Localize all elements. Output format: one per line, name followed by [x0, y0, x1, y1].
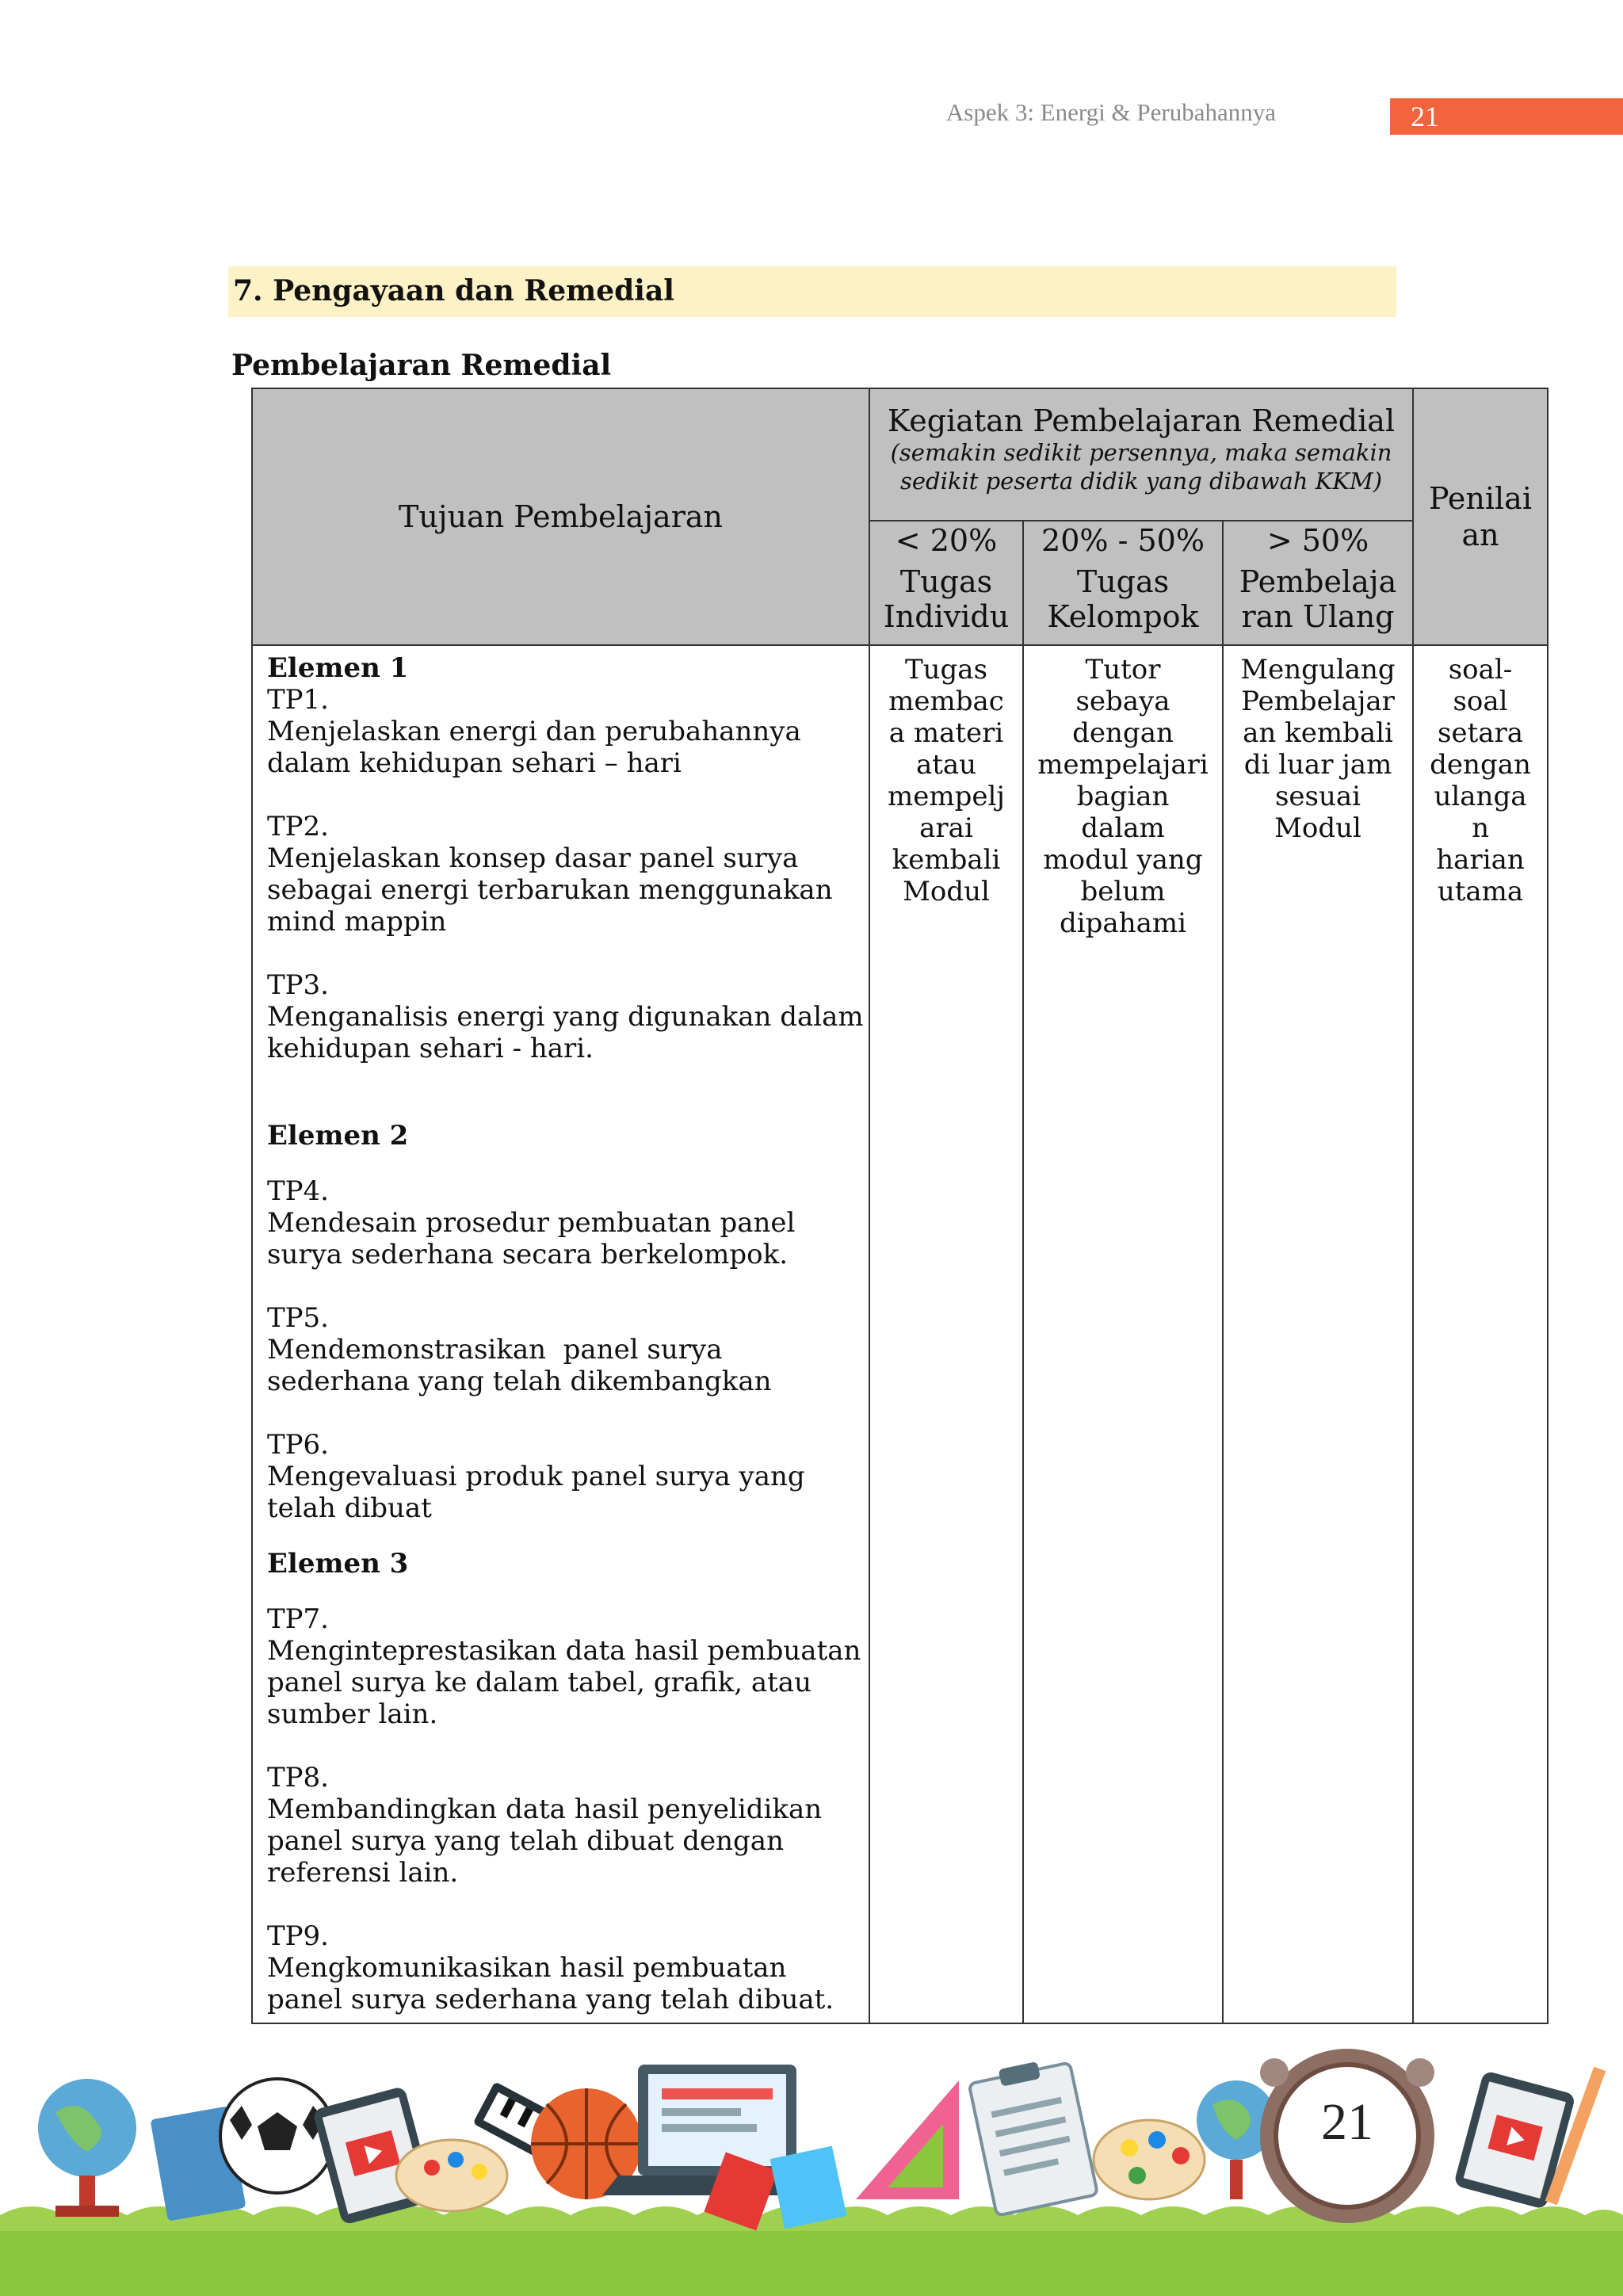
page-number-bottom: 21 — [1321, 2093, 1373, 2151]
individu-line: kembali — [892, 844, 1001, 876]
ulang-line: sesuai — [1274, 781, 1361, 812]
tp4-code: TP4. — [267, 1175, 329, 1207]
ulang-line: di luar jam — [1243, 749, 1392, 781]
individu-line: Tugas — [904, 654, 988, 686]
tp3-code: TP3. — [267, 969, 329, 1001]
ulang-line: Modul — [1274, 812, 1361, 844]
page-number-tab — [1390, 98, 1623, 135]
header-individu-label-2: Individu — [883, 599, 1010, 634]
page-number-top: 21 — [1411, 101, 1439, 132]
tp6-code: TP6. — [267, 1429, 329, 1461]
tp9-line-1: Mengkomunikasikan hasil pembuatan — [267, 1952, 787, 1984]
tp9-code: TP9. — [267, 1920, 329, 1952]
kelompok-cell — [1023, 645, 1223, 2023]
tp6-line-1: Mengevaluasi produk panel surya yang — [267, 1461, 805, 1492]
header-kelompok-label-2: Kelompok — [1047, 599, 1199, 634]
penilaian-line: ulanga — [1434, 781, 1527, 812]
penilaian-cell — [1413, 645, 1548, 2023]
ulang-line: Pembelajar — [1241, 686, 1395, 717]
tp8-line-1: Membandingkan data hasil penyelidikan — [267, 1794, 823, 1825]
penilaian-line: setara — [1438, 717, 1524, 749]
header-individu-label-1: Tugas — [899, 564, 993, 599]
individu-line: arai — [919, 812, 973, 844]
kelompok-line: dengan — [1072, 717, 1174, 749]
tp7-line-1: Menginteprestasikan data hasil pembuatan — [267, 1635, 861, 1667]
tp7-code: TP7. — [267, 1603, 329, 1635]
kelompok-line: dipahami — [1060, 907, 1186, 939]
header-ulang-label-2: ran Ulang — [1241, 599, 1395, 634]
kelompok-line: modul yang — [1043, 844, 1203, 876]
tp3-line-2: kehidupan sehari - hari. — [267, 1033, 594, 1064]
individu-line: atau — [915, 749, 977, 781]
ulang-line: an kembali — [1243, 717, 1393, 749]
penilaian-line: harian — [1436, 844, 1525, 876]
kelompok-line: dalam — [1081, 812, 1165, 844]
tp7-line-3: sumber lain. — [267, 1698, 438, 1730]
tp6-line-2: telah dibuat — [267, 1492, 432, 1524]
section-heading-bar — [228, 266, 1396, 317]
header-ulang-pct: > 50% — [1266, 523, 1369, 558]
running-header-title: Aspek 3: Energi & Perubahannya — [945, 98, 1276, 126]
school-supplies-illustration — [0, 2017, 1623, 2296]
tp8-code: TP8. — [267, 1762, 329, 1794]
header-kegiatan-note-2: sedikit peserta didik yang dibawah KKM) — [899, 468, 1383, 495]
palette-icon — [396, 2140, 507, 2211]
elemen-2-heading: Elemen 2 — [267, 1120, 409, 1152]
kelompok-line: mempelajari — [1037, 749, 1209, 781]
kelompok-line: bagian — [1076, 781, 1170, 812]
header-ulang-label-1: Pembelaja — [1239, 564, 1397, 599]
tp7-line-2: panel surya ke dalam tabel, grafik, atau — [267, 1667, 812, 1698]
penilaian-line: n — [1472, 812, 1489, 844]
header-kegiatan-note-1: (semakin sedikit persennya, maka semakin — [890, 439, 1392, 466]
tp5-code: TP5. — [267, 1302, 329, 1334]
tp1-code: TP1. — [267, 684, 329, 716]
tp5-line-1: Mendemonstrasikan panel surya — [267, 1334, 723, 1366]
remedial-subheading: Pembelajaran Remedial — [231, 349, 612, 382]
elemen-1-heading: Elemen 1 — [267, 652, 409, 684]
kelompok-line: sebaya — [1075, 686, 1170, 717]
ulang-cell — [1223, 645, 1413, 2023]
header-ulang — [1223, 521, 1413, 645]
header-penilaian — [1413, 388, 1548, 645]
tp4-line-2: surya sederhana secara berkelompok. — [267, 1239, 789, 1270]
penilaian-line: soal- — [1448, 654, 1513, 686]
header-kelompok-pct: 20% - 50% — [1041, 523, 1205, 558]
tp4-line-1: Mendesain prosedur pembuatan panel — [267, 1207, 796, 1239]
individu-line: mempelj — [888, 781, 1005, 812]
header-kelompok — [1023, 521, 1223, 645]
ulang-line: Mengulang — [1240, 654, 1396, 686]
individu-line: Modul — [903, 876, 990, 907]
tp2-code: TP2. — [267, 811, 329, 842]
header-individu-pct: < 20% — [895, 523, 998, 558]
tp2-line-1: Menjelaskan konsep dasar panel surya — [267, 842, 799, 874]
remedial-table — [251, 388, 1549, 2024]
elemen-3-heading: Elemen 3 — [267, 1548, 409, 1580]
tujuan-cell — [252, 645, 869, 2023]
individu-line: membac — [888, 686, 1004, 717]
globe-icon — [38, 2079, 136, 2217]
section-title: 7. Pengayaan dan Remedial — [233, 274, 674, 308]
header-penilaian-line-2: an — [1461, 518, 1499, 552]
tp8-line-3: referensi lain. — [267, 1857, 459, 1889]
soccer-ball-icon — [220, 2079, 334, 2193]
individu-line: a materi — [888, 717, 1004, 749]
header-individu — [869, 521, 1023, 645]
tp5-line-2: sederhana yang telah dikembangkan — [267, 1366, 772, 1397]
clipboard-icon — [968, 2055, 1098, 2216]
header-kelompok-label-1: Tugas — [1076, 564, 1170, 599]
tp8-line-2: panel surya yang telah dibuat dengan — [267, 1825, 784, 1857]
tp1-line-2: dalam kehidupan sehari – hari — [267, 747, 682, 779]
header-kegiatan-label: Kegiatan Pembelajaran Remedial — [887, 403, 1396, 438]
tp1-line-1: Menjelaskan energi dan perubahannya — [267, 716, 801, 747]
penilaian-line: soal — [1453, 686, 1508, 717]
kelompok-line: Tutor — [1085, 654, 1161, 686]
tp2-line-2: sebagai energi terbarukan menggunakan — [267, 874, 833, 906]
penilaian-line: dengan — [1430, 749, 1531, 781]
individu-cell — [869, 645, 1023, 2023]
kelompok-line: belum — [1080, 876, 1166, 907]
header-tujuan-label: Tujuan Pembelajaran — [398, 499, 724, 534]
tp3-line-1: Menganalisis energi yang digunakan dalam — [267, 1001, 864, 1033]
tp2-line-3: mind mappin — [267, 906, 447, 938]
footer-illustration — [0, 2017, 1623, 2296]
header-tujuan — [252, 388, 869, 645]
tp9-line-2: panel surya sederhana yang telah dibuat. — [267, 1984, 834, 2015]
header-kegiatan — [869, 388, 1413, 521]
penilaian-line: utama — [1437, 876, 1524, 907]
header-penilaian-line-1: Penilai — [1429, 481, 1532, 516]
